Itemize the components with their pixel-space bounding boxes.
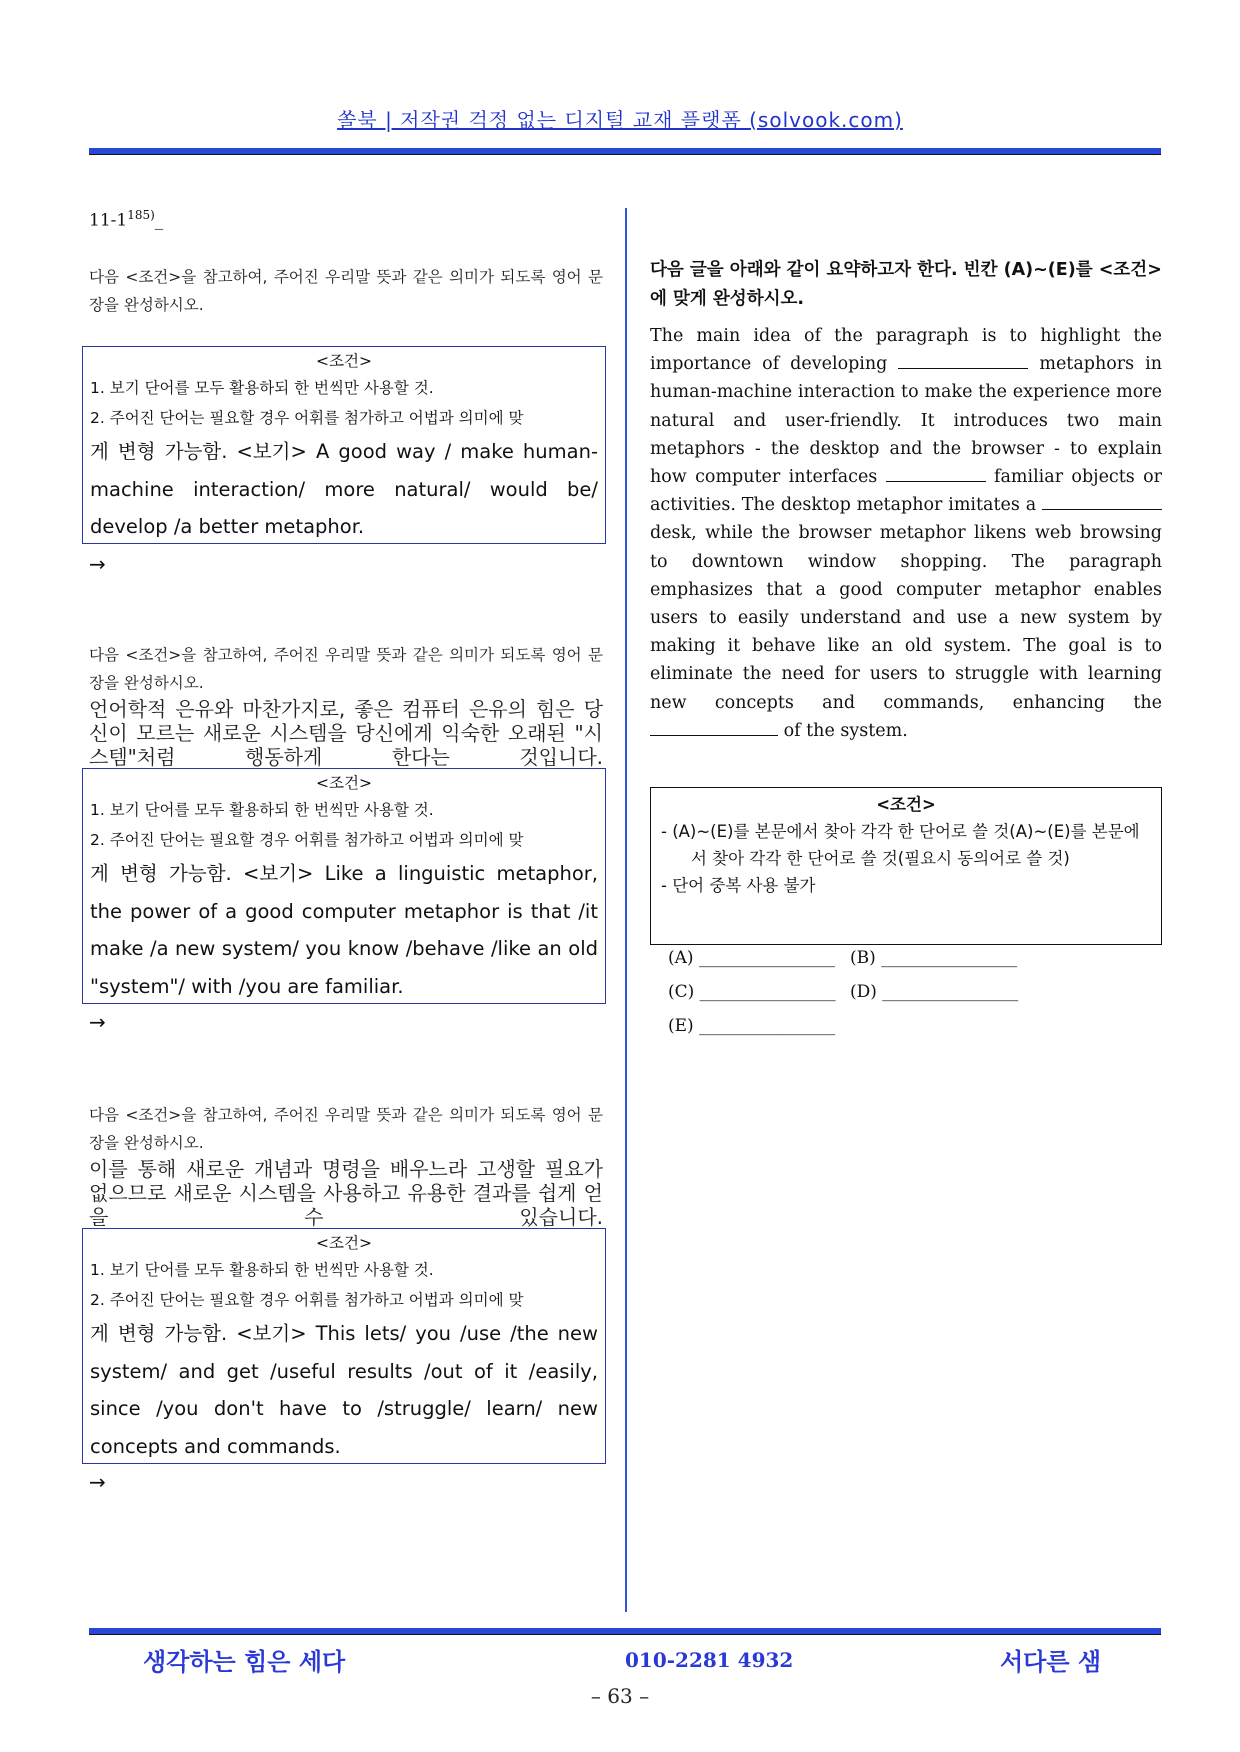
- column-divider: [625, 208, 627, 1612]
- right-condition-box: [650, 787, 1162, 945]
- condition-item-2: - 단어 중복 사용 불가: [661, 876, 816, 895]
- item2-answer-arrow[interactable]: →: [89, 1010, 106, 1034]
- rule-1: 1. 보기 단어를 모두 활용하되 한 번씩만 사용할 것.: [90, 801, 434, 819]
- summary-paragraph: The main idea of the paragraph is to highlight the importance of developing metaphors in human-machine interaction to make the experience more natural and user-friendly. It introduces two main metaphors - the desktop and the browser - to explain how computer interfaces familiar objects or activities. The desktop metaphor imitates a desk, while the browser metaphor likens web browsing to downtown window shopping. The paragraph emphasizes that a good computer metaphor enables users to easily understand and use a new system by making it behave like an old system. The goal is to eliminate the need for users to struggle with learning new concepts and commands, enhancing the of the system.: [650, 326, 1162, 741]
- blank-a[interactable]: [898, 352, 1028, 369]
- rule-1: 1. 보기 단어를 모두 활용하되 한 번씩만 사용할 것.: [90, 1261, 434, 1279]
- footer-rule: [89, 1628, 1161, 1635]
- footer-teacher: 서다른 샘: [1000, 1648, 1102, 1676]
- blank-c[interactable]: [1042, 493, 1162, 510]
- answer-c[interactable]: (C) ________________: [668, 982, 836, 1002]
- item1-answer-arrow[interactable]: →: [89, 552, 106, 576]
- boki-words: 게 변형 가능함. <보기> Like a linguistic metaphor, the power of a good computer metaphor is that /it make /a new system/ you know /behave /like an old "system"/ with /you are familiar.: [90, 862, 599, 998]
- answer-d[interactable]: (D) ________________: [850, 982, 1019, 1002]
- item3-korean-sentence: 이를 통해 새로운 개념과 명령을 배우느라 고생할 필요가 없으므로 새로운 시스템을 사용하고 유용한 결과를 쉽게 얻을 수 있습니다.: [89, 1157, 603, 1229]
- condition-item-1: - (A)~(E)를 본문에서 찾아 각각 한 단어로 쓸 것(A)~(E)를 본문에서 찾아 각각 한 단어로 쓸 것(필요시 동의어로 쓸 것): [661, 822, 1140, 868]
- page-number: – 63 –: [590, 1684, 650, 1708]
- condition-title: <조건>: [316, 774, 372, 792]
- answer-a[interactable]: (A) ________________: [668, 948, 835, 968]
- item3-instruction: 다음 <조건>을 참고하여, 주어진 우리말 뜻과 같은 의미가 되도록 영어 문장을 완성하시오.: [89, 1106, 603, 1152]
- rule-1: 1. 보기 단어를 모두 활용하되 한 번씩만 사용할 것.: [90, 379, 434, 397]
- answer-e[interactable]: (E) ________________: [668, 1016, 836, 1036]
- blank-b[interactable]: [886, 465, 986, 482]
- item2-instruction: 다음 <조건>을 참고하여, 주어진 우리말 뜻과 같은 의미가 되도록 영어 문장을 완성하시오.: [89, 646, 603, 692]
- footnote-ref: 185): [127, 208, 155, 222]
- rule-2: 2. 주어진 단어는 필요할 경우 어휘를 첨가하고 어법과 의미에 맞: [90, 409, 524, 427]
- header-site-link[interactable]: 쏠북 | 저작권 걱정 없는 디지털 교재 플랫폼 (solvook.com): [337, 108, 903, 132]
- item1-condition-box: [82, 346, 606, 544]
- item3-answer-arrow[interactable]: →: [89, 1470, 106, 1494]
- blank-d[interactable]: [650, 719, 778, 736]
- condition-title: <조건>: [316, 352, 372, 370]
- boki-words: 게 변형 가능함. <보기> A good way / make human-machine interaction/ more natural/ would be/ develop /a better metaphor.: [90, 440, 598, 538]
- condition-title: <조건>: [876, 795, 936, 814]
- answer-b[interactable]: (B) ________________: [850, 948, 1018, 968]
- footer-phone: 010-2281 4932: [625, 1648, 794, 1672]
- boki-words: 게 변형 가능함. <보기> This lets/ you /use /the new system/ and get /useful results /out of it /easily, since /you don't have to /struggle/ learn/ new concepts and commands.: [90, 1322, 598, 1458]
- item3-condition-box: [82, 1228, 606, 1464]
- condition-title: <조건>: [316, 1234, 372, 1252]
- question-number: 11-1$^{185)}$_: [89, 208, 164, 231]
- header-rule: [89, 148, 1161, 155]
- item1-instruction: 다음 <조건>을 참고하여, 주어진 우리말 뜻과 같은 의미가 되도록 영어 문장을 완성하시오.: [89, 268, 603, 314]
- item2-korean-sentence: 언어학적 은유와 마찬가지로, 좋은 컴퓨터 은유의 힘은 당신이 모르는 새로운 시스템을 당신에게 익숙한 오래된 "시스템"처럼 행동하게 한다는 것입니다.: [89, 697, 603, 769]
- rule-2: 2. 주어진 단어는 필요할 경우 어휘를 첨가하고 어법과 의미에 맞: [90, 831, 524, 849]
- right-instruction: 다음 글을 아래와 같이 요약하고자 한다. 빈칸 (A)~(E)를 <조건>에 맞게 완성하시오.: [650, 260, 1162, 309]
- rule-2: 2. 주어진 단어는 필요할 경우 어휘를 첨가하고 어법과 의미에 맞: [90, 1291, 524, 1309]
- item2-condition-box: [82, 768, 606, 1004]
- footer-slogan: 생각하는 힘은 세다: [143, 1648, 346, 1676]
